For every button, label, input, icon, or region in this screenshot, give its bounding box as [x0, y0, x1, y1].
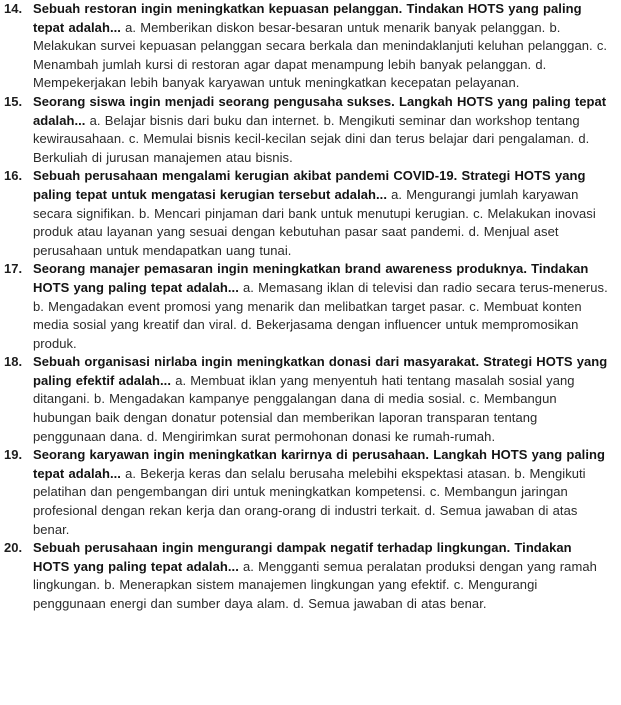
question-18 [0, 353, 621, 446]
question-stem: Sebuah perusahaan ingin mengurangi dampak negatif terhadap lingkungan. Tindakan HOTS yang paling tepat adalah... [33, 540, 572, 574]
question-stem: Seorang manajer pemasaran ingin meningkatkan brand awareness produknya. Tindakan HOTS yang paling tepat adalah... [33, 261, 589, 295]
question-15 [0, 93, 621, 167]
question-number: 14. [4, 1, 23, 16]
question-17 [0, 260, 621, 353]
question-options: a. Bekerja keras dan selalu berusaha melebihi ekspektasi atasan. b. Mengikuti pelatihan dan pengembangan diri untuk meningkatkan kompetensi. c. Membangun jaringan profesional dengan rekan kerja dan orang-orang di industri terkait. d. Semua jawaban di atas benar. [33, 465, 586, 537]
question-number: 16. [4, 168, 23, 184]
question-options: a. Mengurangi jumlah karyawan secara signifikan. b. Mencari pinjaman dari bank untuk menutupi kerugian. c. Melakukan inovasi produk atau layanan yang sesuai dengan kebutuhan pasar saat pandemi. d. Menjual aset perusahaan untuk mendapatkan uang tunai. [33, 186, 596, 258]
question-stem: Sebuah restoran ingin meningkatkan kepuasan pelanggan. Tindakan HOTS yang paling tepat adalah... [33, 1, 582, 35]
question-number: 19. [4, 447, 23, 463]
question-number: 17. [4, 261, 23, 277]
question-options: a. Membuat iklan yang menyentuh hati tentang masalah sosial yang ditangani. b. Mengadakan kampanye penggalangan dana di media sosial. c. Membangun hubungan baik dengan donatur potensial dan memberikan laporan transparan tentang penggunaan dana. d. Mengirimkan surat permohonan donasi ke rumah-rumah. [33, 372, 575, 444]
question-number: 20. [4, 540, 23, 556]
question-number: 15. [4, 93, 23, 109]
question-stem: Seorang karyawan ingin meningkatkan karirnya di perusahaan. Langkah HOTS yang paling tepat adalah... [33, 447, 605, 481]
question-options: a. Mengganti semua peralatan produksi dengan yang ramah lingkungan. b. Menerapkan sistem manajemen lingkungan yang efektif. c. Mengurangi penggunaan energi dan sumber daya alam. d. Semua jawaban di atas benar. [33, 558, 597, 611]
question-16 [0, 167, 621, 260]
question-20 [0, 539, 621, 613]
question-options: a. Memberikan diskon besar-besaran untuk menarik banyak pelanggan. b. Melakukan survei kepuasan pelanggan secara berkala dan menindaklanjuti keluhan pelanggan. c. Menambah jumlah kursi di restoran agar dapat menampung lebih banyak pelanggan. d. Mempekerjakan lebih banyak karyawan untuk meningkatkan kecepatan pelayanan. [33, 19, 608, 91]
question-stem: Sebuah perusahaan mengalami kerugian akibat pandemi COVID-19. Strategi HOTS yang paling tepat untuk mengatasi kerugian tersebut adalah... [33, 168, 586, 202]
question-options: a. Memasang iklan di televisi dan radio secara terus-menerus. b. Mengadakan event promosi yang menarik dan melibatkan target pasar. c. Membuat konten media sosial yang kreatif dan viral. d. Bekerjasama dengan influencer untuk mempromosikan produk. [33, 279, 608, 351]
question-14 [0, 0, 621, 93]
question-number: 18. [4, 354, 23, 370]
question-19 [0, 446, 621, 539]
question-stem: Seorang siswa ingin menjadi seorang pengusaha sukses. Langkah HOTS yang paling tepat adalah... [33, 93, 607, 128]
question-options: a. Belajar bisnis dari buku dan internet. b. Mengikuti seminar dan workshop tentang kewirausahaan. c. Memulai bisnis kecil-kecilan sejak dini dan terus belajar dari pengalaman. d. Berkuliah di jurusan manajemen atau bisnis. [33, 112, 590, 165]
question-stem: Sebuah organisasi nirlaba ingin meningkatkan donasi dari masyarakat. Strategi HOTS yang paling efektif adalah... [33, 354, 608, 388]
